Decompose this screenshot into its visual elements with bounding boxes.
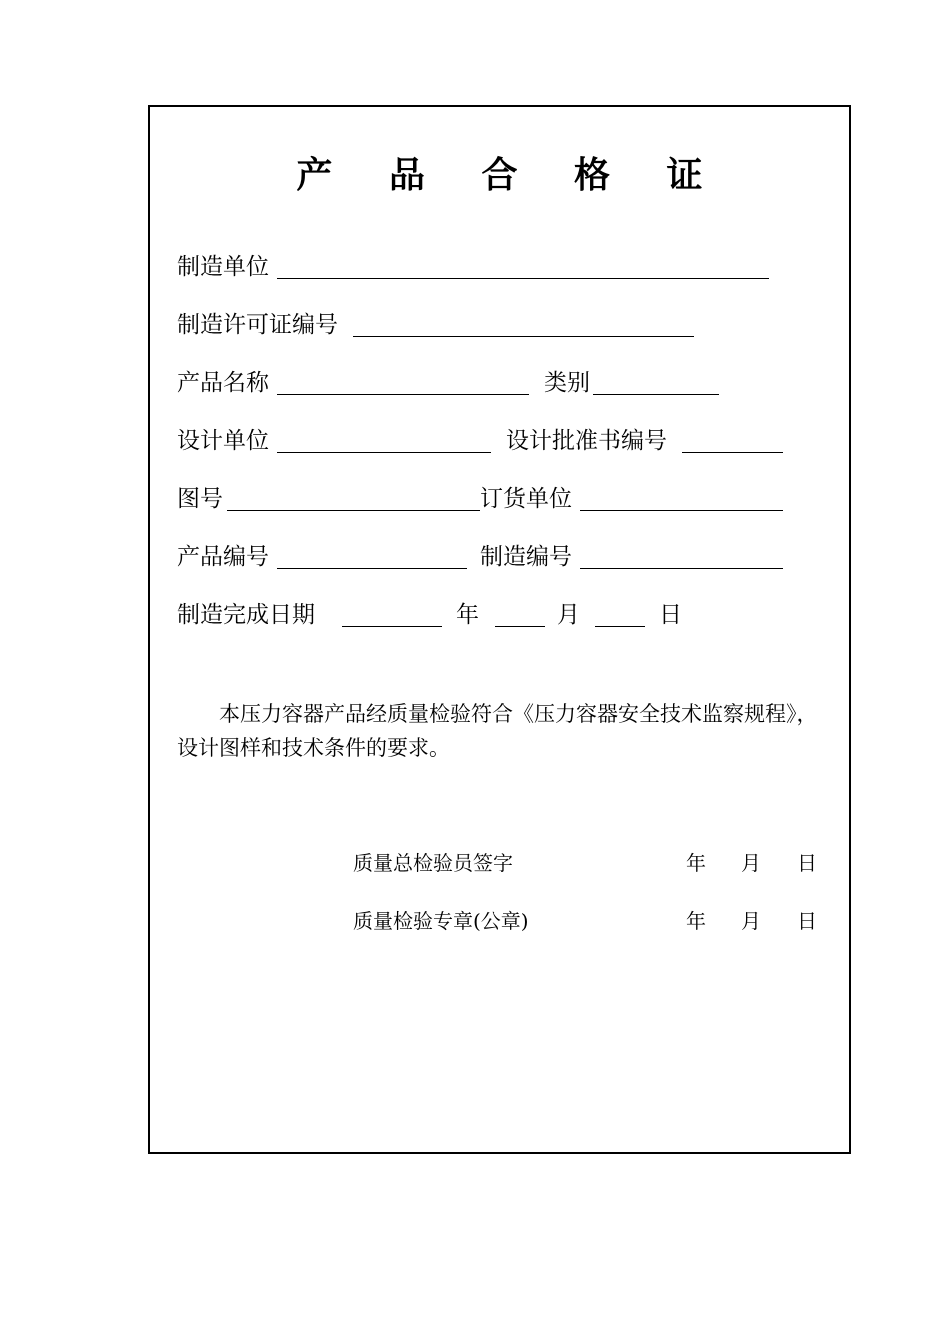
product-no-line[interactable] — [277, 568, 467, 569]
inspector-signature-label: 质量总检验员签字 — [353, 851, 513, 875]
inspector-year-label: 年 — [686, 851, 706, 875]
month-label: 月 — [557, 602, 580, 628]
manufacturer-row — [177, 252, 777, 282]
design-approval-line[interactable] — [682, 452, 783, 453]
product-no-label: 产品编号 — [177, 544, 269, 570]
seal-month-label: 月 — [741, 909, 761, 933]
manufacturer-label: 制造单位 — [177, 254, 269, 280]
certificate-frame — [148, 105, 851, 1154]
design-unit-line[interactable] — [277, 452, 491, 453]
category-label: 类别 — [544, 370, 590, 396]
completion-date-row — [177, 600, 797, 630]
day-label: 日 — [659, 602, 682, 628]
month-line[interactable] — [495, 626, 545, 627]
year-label: 年 — [456, 602, 479, 628]
order-unit-line[interactable] — [580, 510, 783, 511]
license-line[interactable] — [353, 336, 694, 337]
product-name-line[interactable] — [277, 394, 529, 395]
license-label: 制造许可证编号 — [177, 312, 338, 338]
conformity-statement: 本压力容器产品经质量检验符合《压力容器安全技术监察规程》，设计图样和技术条件的要求。 — [177, 702, 818, 760]
order-unit-label: 订货单位 — [480, 486, 572, 512]
year-line[interactable] — [342, 626, 442, 627]
seal-day-label: 日 — [797, 909, 817, 933]
category-line[interactable] — [593, 394, 719, 395]
product-no-row — [177, 542, 797, 572]
manufacture-no-label: 制造编号 — [480, 544, 572, 570]
drawing-no-label: 图号 — [177, 486, 223, 512]
design-unit-label: 设计单位 — [177, 428, 269, 454]
design-approval-label: 设计批准书编号 — [506, 428, 667, 454]
day-line[interactable] — [595, 626, 645, 627]
completion-date-label: 制造完成日期 — [177, 602, 315, 628]
license-row — [177, 310, 777, 340]
inspector-month-label: 月 — [741, 851, 761, 875]
product-name-label: 产品名称 — [177, 370, 269, 396]
manufacturer-line[interactable] — [277, 278, 769, 279]
design-row — [177, 426, 797, 456]
inspection-seal-label: 质量检验专章(公章) — [353, 909, 529, 933]
manufacture-no-line[interactable] — [580, 568, 783, 569]
drawing-no-line[interactable] — [227, 510, 480, 511]
certificate-title: 产 品 合 格 证 — [296, 154, 725, 196]
inspector-day-label: 日 — [797, 851, 817, 875]
seal-year-label: 年 — [686, 909, 706, 933]
drawing-row — [177, 484, 797, 514]
product-name-row — [177, 368, 797, 398]
